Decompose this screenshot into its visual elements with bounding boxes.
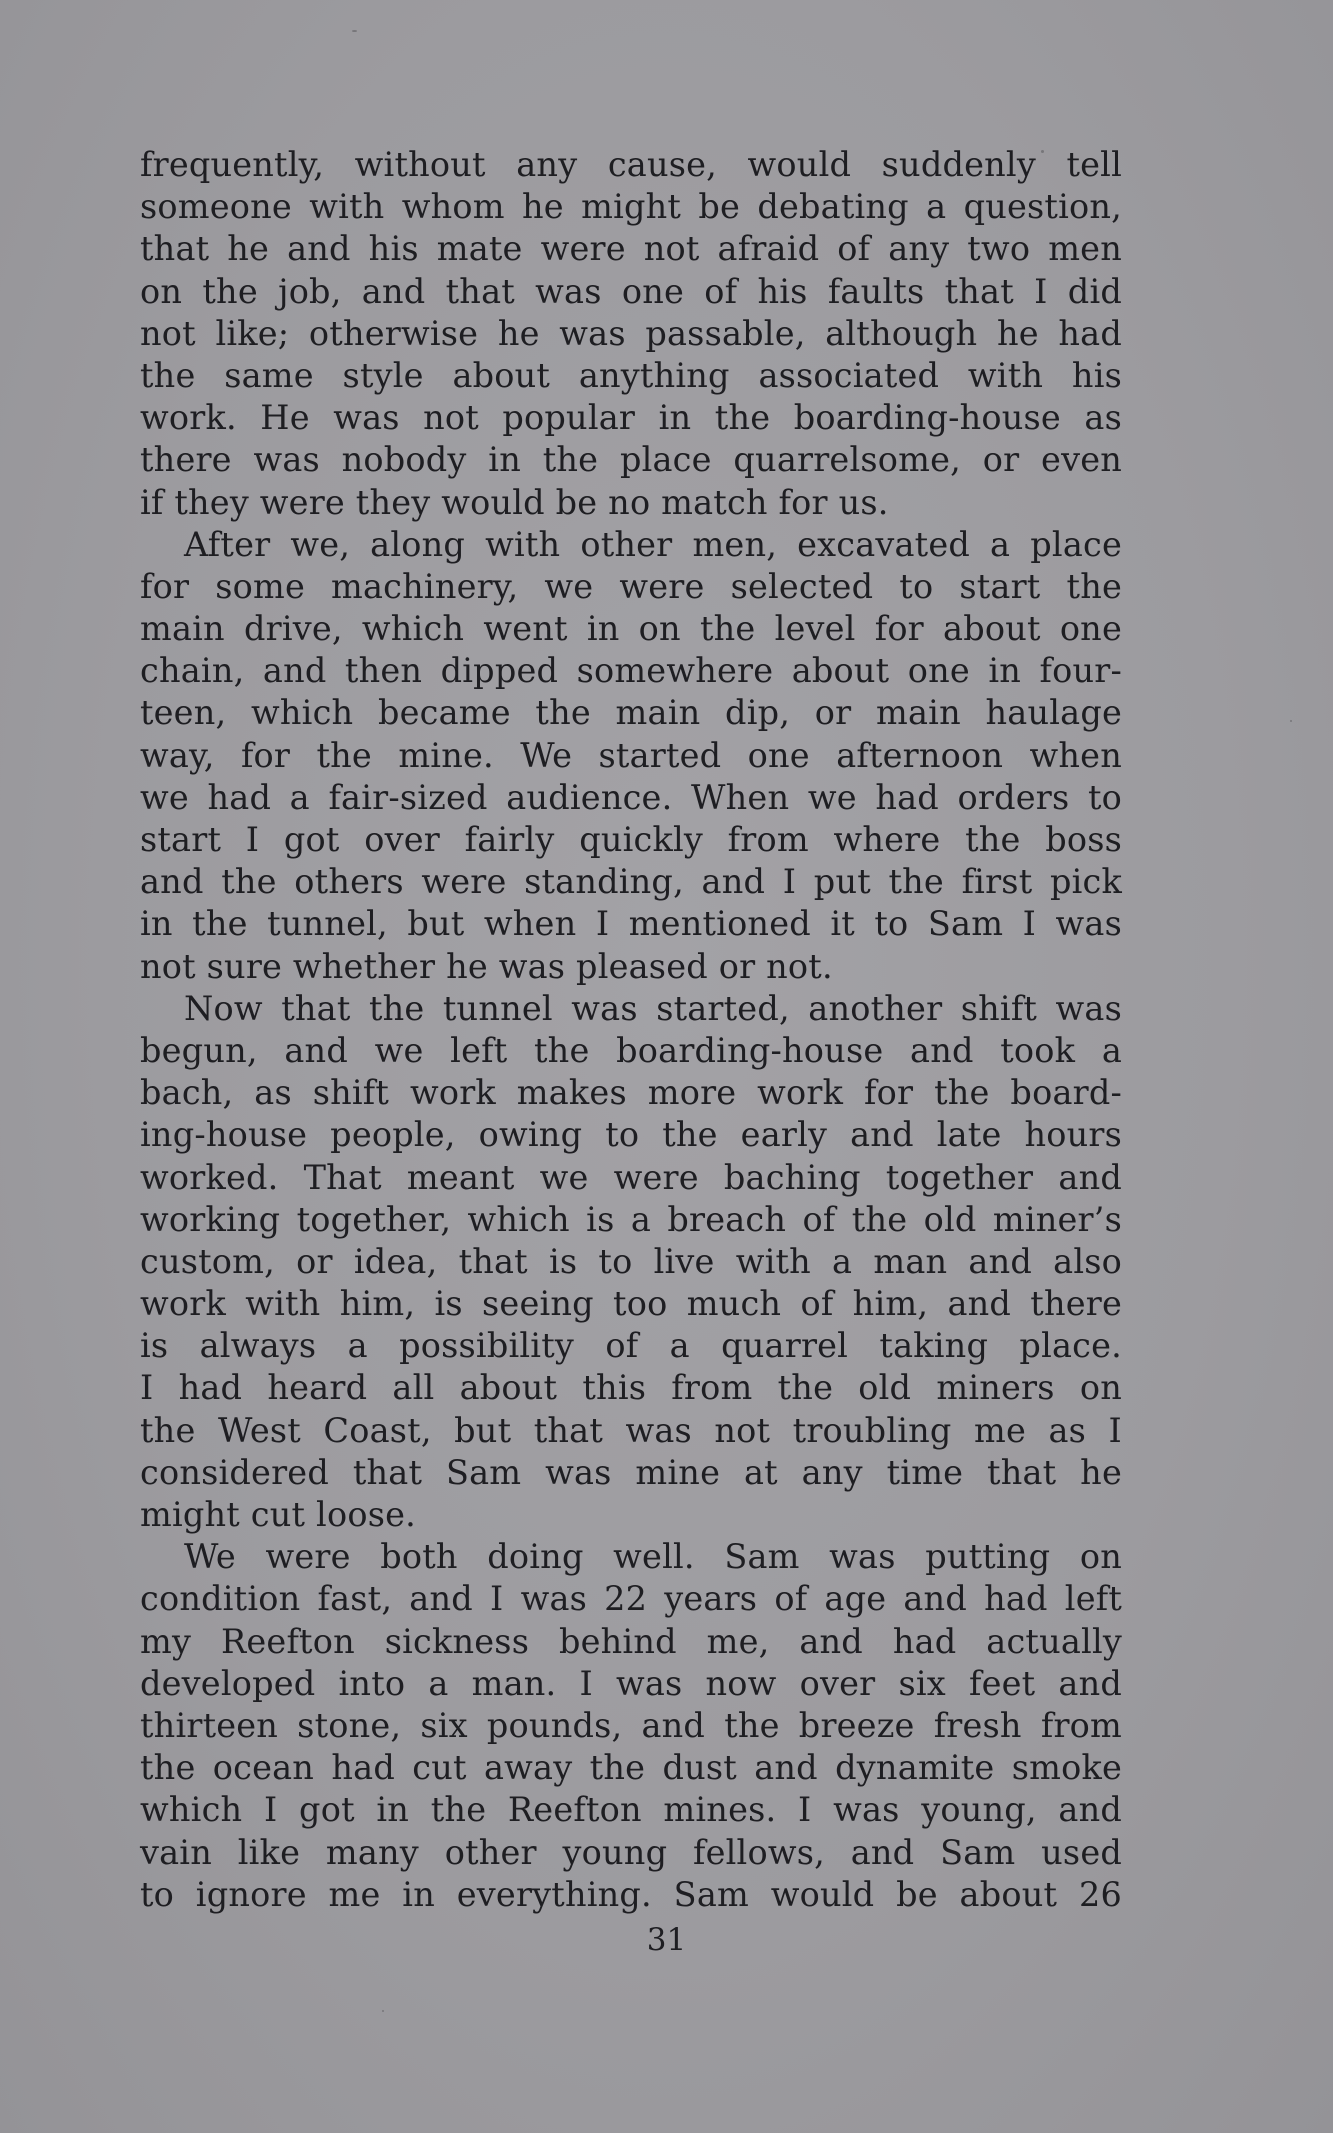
text-line: teen, which became the main dip, or main haulage xyxy=(140,693,1122,733)
text-line: my Reefton sickness behind me, and had actually xyxy=(140,1621,1122,1661)
text-line: on the job, and that was one of his faults that I did xyxy=(140,271,1122,311)
paper-speck xyxy=(352,30,357,32)
text-line: developed into a man. I was now over six feet and xyxy=(140,1663,1122,1703)
text-line: the West Coast, but that was not troubling me as I xyxy=(140,1410,1122,1450)
text-line: which I got in the Reefton mines. I was young, and xyxy=(140,1790,1122,1830)
text-line: begun, and we left the boarding-house and took a xyxy=(140,1030,1122,1070)
text-line: We were both doing well. Sam was putting on xyxy=(184,1537,1122,1577)
text-line: work with him, is seeing too much of him, and there xyxy=(140,1284,1122,1324)
text-line: start I got over fairly quickly from where the boss xyxy=(140,820,1122,859)
text-line: way, for the mine. We started one afternoon when xyxy=(140,735,1122,775)
text-line: vain like many other young fellows, and Sam used xyxy=(140,1832,1122,1872)
text-line: that he and his mate were not afraid of any two men xyxy=(140,229,1122,269)
text-line: is always a possibility of a quarrel taking place. xyxy=(140,1326,1122,1366)
text-line: main drive, which went in on the level for about one xyxy=(140,609,1122,649)
text-line: work. He was not popular in the boarding-house as xyxy=(140,398,1122,438)
text-line: there was nobody in the place quarrelsome, or even xyxy=(140,440,1122,480)
text-line: not like; otherwise he was passable, although he had xyxy=(140,313,1122,353)
text-line: not sure whether he was pleased or not. xyxy=(140,946,833,986)
text-line: bach, as shift work makes more work for the board- xyxy=(140,1073,1122,1113)
text-line: After we, along with other men, excavated a place xyxy=(184,524,1122,564)
text-line: someone with whom he might be debating a question, xyxy=(140,187,1122,227)
text-line: ing-house people, owing to the early and late hours xyxy=(140,1115,1122,1155)
text-line: if they were they would be no match for us. xyxy=(140,482,889,522)
text-line: the ocean had cut away the dust and dynamite smoke xyxy=(140,1748,1122,1788)
text-line: and the others were standing, and I put the first pick xyxy=(140,862,1122,902)
paper-speck xyxy=(1290,720,1292,722)
page-number: 31 xyxy=(646,1922,687,1958)
text-line: working together, which is a breach of the old miner’s xyxy=(140,1199,1122,1239)
text-line: chain, and then dipped somewhere about one in four- xyxy=(140,651,1122,691)
text-line: we had a fair-sized audience. When we had orders to xyxy=(140,777,1122,817)
text-line: I had heard all about this from the old miners on xyxy=(140,1368,1122,1408)
text-line: worked. That meant we were baching together and xyxy=(140,1157,1122,1197)
text-line: custom, or idea, that is to live with a man and also xyxy=(140,1241,1122,1281)
text-line: to ignore me in everything. Sam would be about 26 xyxy=(140,1874,1122,1914)
text-line: condition fast, and I was 22 years of age and had left xyxy=(140,1579,1122,1619)
text-line: in the tunnel, but when I mentioned it to Sam I was xyxy=(140,904,1122,944)
text-line: frequently, without any cause, would suddenly tell xyxy=(140,145,1122,184)
paper-speck xyxy=(382,2010,384,2012)
text-line: thirteen stone, six pounds, and the breeze fresh from xyxy=(140,1705,1122,1745)
text-line: considered that Sam was mine at any time that he xyxy=(140,1452,1122,1492)
text-line: the same style about anything associated with his xyxy=(140,355,1122,395)
text-line: might cut loose. xyxy=(140,1495,416,1534)
text-line: for some machinery, we were selected to start the xyxy=(140,566,1122,606)
body-text xyxy=(140,144,1122,1916)
text-line: Now that the tunnel was started, another shift was xyxy=(184,988,1122,1028)
